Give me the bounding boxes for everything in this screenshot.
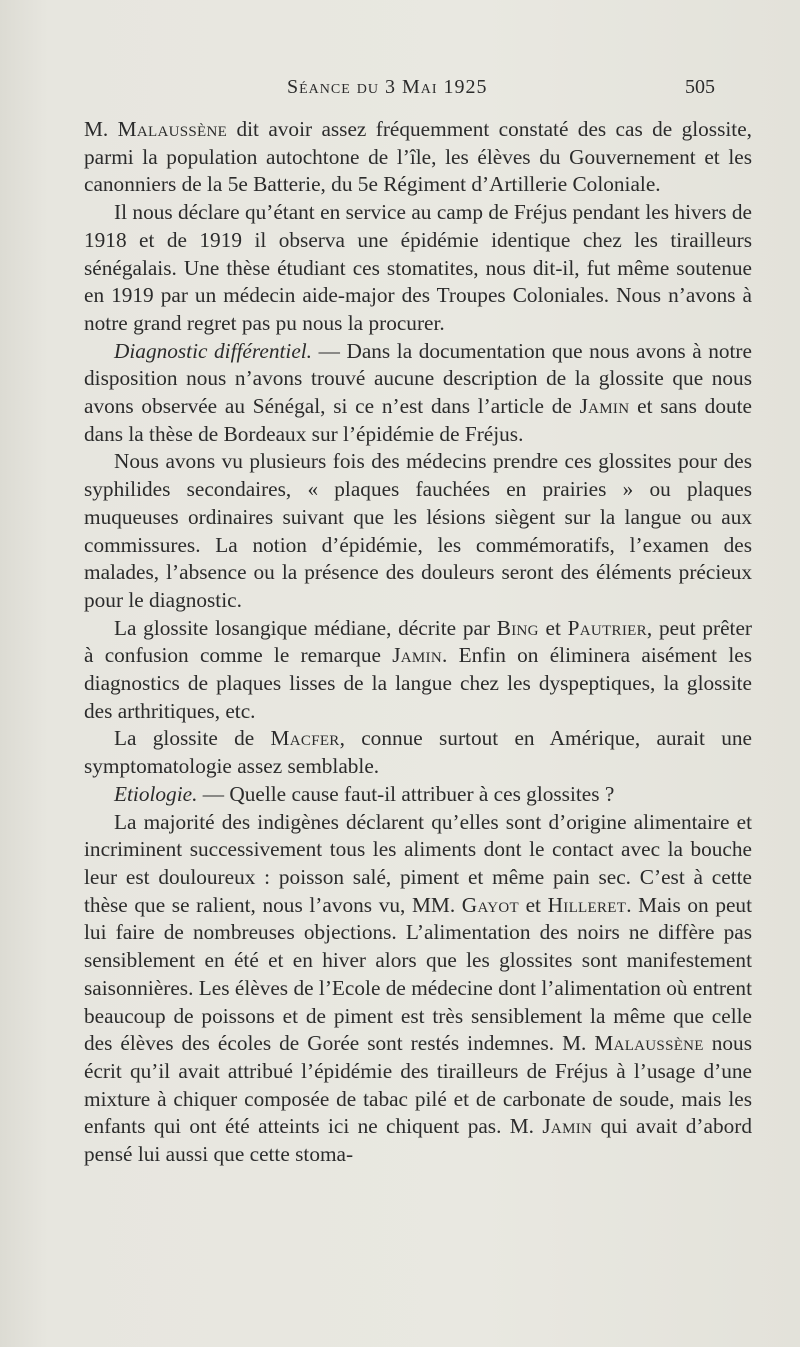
text-segment: , peut prêter à confusion comme le remarque — [84, 615, 752, 668]
author-name: Jamin — [542, 1114, 593, 1139]
text-segment: M. — [84, 117, 118, 141]
text-segment: Il nous déclare qu’étant en service au camp de Fréjus pendant les hivers de 1918 et de 1919 il observa une épidémie identique chez les tirailleurs sénégalais. Une thèse étudiant ces stomatites, nous dit-il, fut même soutenue en 1919 par un médecin aide-major des Troupes Coloniales. Nous n’avons à notre grand regret pas pu nous la procurer. — [84, 200, 752, 335]
paragraph — [84, 338, 752, 449]
paragraph — [84, 781, 752, 809]
text-segment: La majorité des indigènes déclarent qu’elles sont d’origine alimentaire et incriminent successivement tous les aliments dont le contact avec la bouche leur est douloureux : poisson salé, piment et même pain sec. C’est à cette thèse que se ralient, nous l’avons vu, MM. — [84, 809, 752, 917]
section-heading: Diagnostic différentiel. — [114, 338, 313, 363]
author-name: Malaussène — [117, 117, 228, 141]
text-segment: La glossite de — [114, 726, 271, 751]
author-name: Macfer — [270, 726, 340, 751]
text-segment: Nous avons vu plusieurs fois des médecins prendre ces glossites pour des syphilides secondaires, « plaques fauchées en prairies » ou plaques muqueuses ordinaires suivant que les lésions siègent sur la langue ou aux commissures. La notion d’épidémie, les commémoratifs, l’examen des malades, l’absence ou la présence des douleurs seront des éléments précieux pour le diagnostic. — [84, 449, 752, 612]
text-segment: et sans doute dans la thèse de Bordeaux sur l’épidémie de Fréjus. — [84, 394, 752, 446]
author-name: Jamin — [392, 643, 442, 668]
author-name: Hilleret — [547, 892, 627, 917]
text-segment: La glossite losangique médiane, décrite par — [114, 615, 497, 640]
text-segment: et — [538, 615, 568, 640]
text-segment: , connue surtout en Amérique, aurait une symptomatologie assez semblable. — [84, 726, 752, 779]
paragraph — [84, 725, 752, 780]
author-name: Bing — [496, 615, 539, 640]
text-segment: dit avoir assez fréquemment constaté des cas de glossite, parmi la population autochtone de l’île, les élèves du Gouvernement et les canonniers de la 5e Batterie, du 5e Régiment d’Artillerie Coloniale. — [84, 117, 752, 197]
text-segment: qui avait d’abord pensé lui aussi que cette stoma- — [84, 1114, 752, 1167]
paragraph — [84, 615, 752, 726]
author-name: Jamin — [579, 394, 630, 419]
text-segment: et — [518, 892, 548, 917]
author-name: Malaussène — [594, 1031, 704, 1056]
paragraph — [84, 809, 752, 1169]
paragraph — [84, 199, 752, 338]
author-name: Pautrier — [567, 615, 647, 640]
text-segment: . Enfin on éliminera aisément les diagnostics de plaques lisses de la langue chez les dyspeptiques, la glossite des arthritiques, etc. — [84, 643, 752, 723]
text-segment: — Quelle cause faut-il attribuer à ces glossites ? — [197, 781, 615, 806]
paragraph — [84, 116, 752, 199]
section-heading: Etiologie. — [114, 781, 198, 806]
text-segment: — Dans la documentation que nous avons à notre disposition nous n’avons trouvé aucune description de la glossite que nous avons observée au Sénégal, si ce n’est dans l’article de — [84, 338, 752, 419]
page-number: 505 — [685, 76, 715, 98]
body-text — [84, 116, 752, 1169]
running-head — [0, 76, 800, 106]
paragraph — [84, 448, 752, 614]
text-segment: . Mais on peut lui faire de nombreuses objections. L’alimentation des noirs ne diffère pas sensiblement en été et en hiver alors que les glossites sont manifestement saisonnières. Les élèves de l’Ecole de médecine dont l’alimentation où entrent beaucoup de poissons et de piment est très sensiblement la même que celle des élèves des écoles de Gorée sont restés indemnes. M. — [84, 892, 752, 1056]
text-segment: nous écrit qu’il avait attribué l’épidémie des tirailleurs de Fréjus à l’usage d’une mixture à chiquer composée de tabac pilé et de carbonate de soude, mais les enfants qui ont été atteints ici ne chiquent pas. M. — [84, 1031, 752, 1139]
running-title: Séance du 3 Mai 1925 — [287, 76, 488, 98]
author-name: Gayot — [461, 892, 519, 917]
